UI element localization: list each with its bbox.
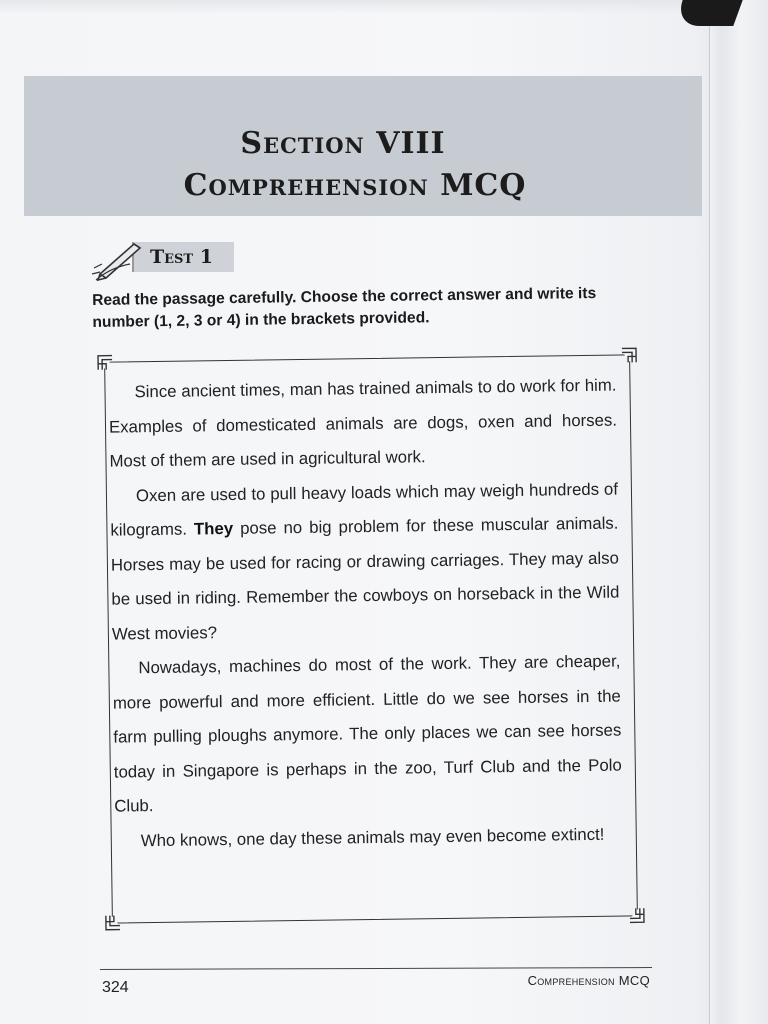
corner-ornament-top-left [96,354,114,372]
footer-rule [100,967,652,970]
section-title: Section VIII [240,126,446,161]
passage-text [108,369,623,859]
section-subtitle: Comprehension MCQ [183,168,527,203]
corner-ornament-top-right [620,346,638,364]
page-number: 324 [102,979,129,996]
passage-bold-word: They [193,518,234,539]
corner-ornament-bottom-left [104,914,122,932]
passage-paragraph-3: Nowadays, machines do most of the work. They are cheaper, more powerful and more efficient. Little do we see horses in the farm pulling ploughs anymore. The only places we can see horses today in Singapore is perhaps in the zoo, Turf Club and the Polo Club. [112,651,622,816]
book-spine-shadow [673,0,742,26]
page-top-shadow [0,0,768,14]
passage-paragraph-4: Who knows, one day these animals may even become extinct! [140,824,605,850]
passage-paragraph-2-start: Oxen are used to pull heavy loads which may weigh hundreds of kilograms. [110,479,619,540]
corner-ornament-bottom-right [628,906,646,924]
passage-frame [96,346,646,932]
test-label: Test 1 [150,246,213,268]
test-badge [90,238,240,278]
passage-paragraph-2-end: pose no big problem for these muscular animals. Horses may be used for racing or drawing carriages. They may also be used in riding. Remember the cowboys on horseback in the Wild West movies? [110,513,620,644]
instructions: Read the passage carefully. Choose the correct answer and write its number (1, 2, 3 or 4) in the brackets provided. [92,284,597,331]
passage-paragraph-2 [110,472,620,652]
pencil-icon [90,238,150,282]
book-spine [709,0,768,1024]
passage-paragraph-1: Since ancient times, man has trained animals to do work for him. Examples of domesticated animals are dogs, oxen and horses. Most of them are used in agricultural work. [108,375,618,471]
running-title: Comprehension MCQ [527,973,650,988]
section-banner [24,76,702,216]
